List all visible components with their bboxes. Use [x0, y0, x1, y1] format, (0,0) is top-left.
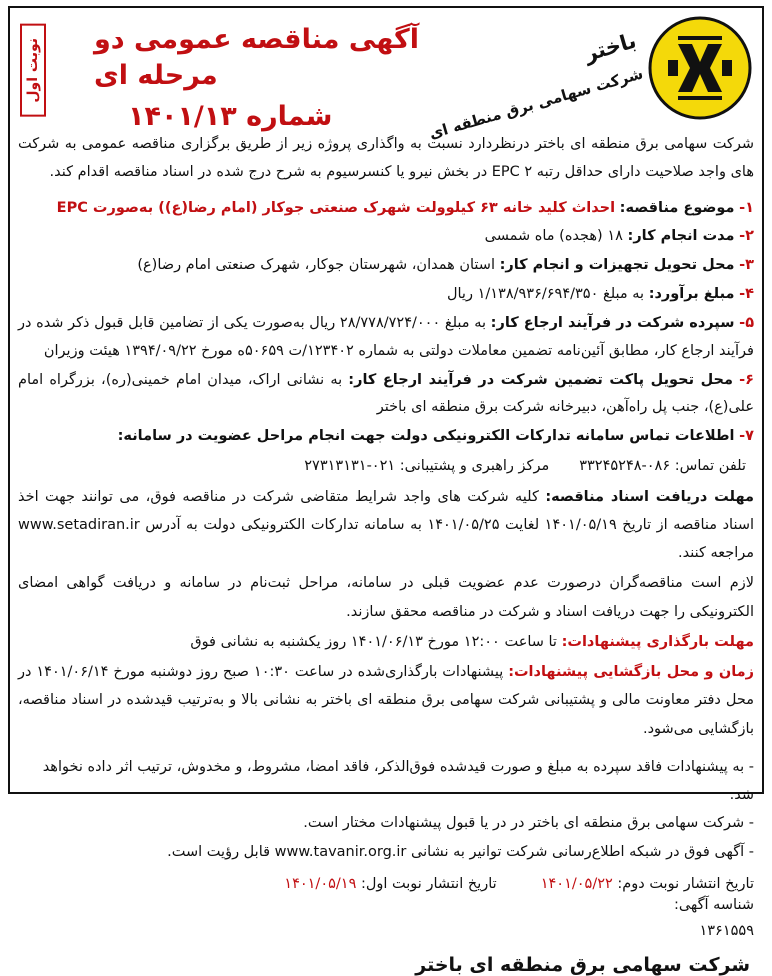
- brand-stack: [426, 20, 645, 143]
- item-value: به مبلغ ۱/۱۳۸/۹۳۶/۶۹۴/۳۵۰ ریال: [446, 286, 645, 303]
- item-label: سپرده شرکت در فرآیند ارجاع کار:: [490, 314, 735, 331]
- registration-note: لازم است مناقصه‌گران درصورت عدم عضویت قبلی در سامانه، مراحل ثبت‌نام در سامانه و دریافت گواهی امضای الکترونیکی را جهت دریافت اسناد و شرکت در مناقصه محقق سازند.: [18, 575, 754, 620]
- shenase-block: [18, 892, 754, 944]
- list-item: [18, 252, 754, 280]
- contact-phone: تلفن تماس: ۰۸۶-۳۳۲۴۵۲۴۸: [579, 457, 746, 474]
- list-item: [18, 281, 754, 309]
- item-label: مبلغ برآورد:: [648, 286, 735, 303]
- item-label: محل تحویل پاکت تضمین شرکت در فرآیند ارجاع کار:: [348, 371, 733, 388]
- list-item: [18, 367, 754, 423]
- publish-first-label: تاریخ انتشار نوبت اول:: [360, 875, 497, 892]
- contact-support: مرکز راهبری و پشتیبانی: ۰۲۱-۲۷۳۱۳۱۳۱: [304, 457, 550, 474]
- item-label: موضوع مناقصه:: [619, 199, 735, 216]
- tavanir-logo-icon: [648, 16, 752, 120]
- page-content: [18, 14, 755, 976]
- bid-deadline-text: تا ساعت ۱۲:۰۰ مورخ ۱۴۰۱/۰۶/۱۳ روز یکشنبه به نشانی فوق: [190, 633, 557, 650]
- note-item: - شرکت سهامی برق منطقه ای باختر در د‌ر‌ یا قبول پیشنهادات مختار است.: [303, 815, 754, 832]
- contact-info: [18, 453, 754, 481]
- list-item: [18, 423, 754, 451]
- bottom-brand: شرکت سهامی برق منطقه ای باختر: [415, 954, 750, 976]
- bid-upload-deadline: [18, 628, 754, 656]
- item-value: احداث کلید خانه ۶۳ کیلوولت شهرک صنعتی جوکار (امام رضا(ع)) به‌صورت EPC: [56, 199, 616, 216]
- note-item: - آگهی فوق در شبکه اطلاع‌رسانی شرکت توانیر به نشانی www.tavanir.org.ir قابل رؤیت است.: [167, 843, 754, 860]
- publish-first-value: ۱۴۰۱/۰۵/۱۹: [284, 875, 357, 892]
- status-badge: نوبت اول: [20, 24, 46, 117]
- item-number: ۵-: [739, 314, 755, 331]
- publish-second-label: تاریخ انتشار نوبت دوم:: [617, 875, 754, 892]
- page-title: آگهی مناقصه عمومی دو مرحله ای: [94, 24, 419, 92]
- page-title-number: شماره ۱۴۰۱/۱۳: [128, 100, 333, 132]
- item-label: محل تحویل تجهیزات و انجام کار:: [499, 257, 735, 274]
- item-value: به مبلغ ۲۸/۷۷۸/۷۲۴/۰۰۰ ریال به‌صورت یکی از تضامین قابل قبول ذکر شده در فرآیند ارجاع کار، مطابق آئین‌نامه تضمین معاملات دولتی به شماره ۱۲۳۴۰۲/ت ۵۰۶۵۹ه مورخ ۱۳۹۴/۰۹/۲۲ هیئت وزیران: [18, 314, 754, 359]
- bid-opening-text: پیشنهادات بارگذاری‌شده در ساعت ۱۰:۳۰ صبح روز دوشنبه مورخ ۱۴۰۱/۰۶/۱۴ در محل دفتر معاونت مالی و پشتیبانی شرکت سهامی برق منطقه ای باختر به نشانی بالا و به‌ترتیب قیدشده در اسناد مناقصه، بازگشایی می‌شود.: [18, 664, 754, 737]
- item-number: ۳-: [739, 257, 754, 274]
- notes-list: [18, 753, 754, 866]
- docs-deadline-paragraph: [18, 483, 754, 568]
- bid-opening-label: زمان و محل بازگشایی پیشنهادات:: [508, 664, 754, 681]
- shenase-value: ۱۳۶۱۵۵۹: [699, 923, 754, 940]
- publish-first: [284, 876, 496, 892]
- item-label: اطلاعات تماس سامانه تدارکات الکترونیکی دولت جهت انجام مراحل عضویت در سامانه:: [117, 428, 735, 445]
- title-block: [94, 22, 506, 132]
- items-list: [18, 195, 754, 451]
- item-value: ۱۸ (هجده) ماه شمسی: [484, 228, 623, 245]
- item-value: استان همدان، شهرستان جوکار، شهرک صنعتی امام رضا(ع): [137, 257, 495, 274]
- docs-deadline-label: مهلت دریافت اسناد مناقصه:: [545, 488, 755, 505]
- publish-dates-row: [18, 876, 754, 892]
- list-item: [18, 310, 754, 366]
- shenase-label: شناسه آگهی:: [673, 896, 754, 913]
- note-item: - به پیشنهادات فاقد سپرده به مبلغ و صورت قیدشده فوق‌الذکر، فاقد امضا، مشروط، و مخدوش، ترتیب اثر داده نخواهد شد.: [42, 758, 754, 804]
- intro-paragraph: شرکت سهامی برق منطقه ای باختر درنظردارد نسبت به واگذاری پروژه زیر از طریق برگزاری مناقصه عمومی به شرکت های واجد صلاحیت دارای حداقل رتبه ۲ EPC در بخش نیرو یا کنسرسیوم به شرح درج شده در اسناد مناقصه اقدام کند.: [18, 136, 754, 181]
- item-number: ۱-: [739, 199, 754, 216]
- item-number: ۷-: [739, 428, 754, 445]
- page-header: [18, 14, 754, 143]
- item-number: ۲-: [739, 228, 754, 245]
- docs-deadline-text: کلیه شرکت های واجد شرایط متقاضی شرکت در مناقصه فوق، می توانند جهت اخذ اسناد مناقصه از تاریخ ۱۴۰۱/۰۵/۱۹ لغایت ۱۴۰۱/۰۵/۲۵ به سامانه تدارکات الکترونیکی دولت به آدرس www.setadiran.ir مراجعه کنند.: [18, 488, 754, 562]
- item-label: مدت انجام کار:: [627, 228, 735, 245]
- item-number: ۶-: [739, 371, 754, 388]
- brand-line2: شرکت سهامی برق منطقه ای: [426, 64, 645, 143]
- brand-line1: باختر: [582, 28, 640, 67]
- list-item: [18, 195, 754, 223]
- item-value: به نشانی اراک، میدان امام خمینی(ره)، بزرگراه امام علی(ع)، جنب پل راه‌آهن، دبیرخانه شرکت برق منطقه ای باختر: [18, 371, 754, 416]
- bid-opening-info: [18, 658, 754, 743]
- list-item: [18, 223, 754, 251]
- item-number: ۴-: [739, 286, 754, 303]
- bid-deadline-label: مهلت بارگذاری پیشنهادات:: [561, 633, 754, 650]
- publish-second: [541, 876, 754, 892]
- publish-second-value: ۱۴۰۱/۰۵/۲۲: [540, 875, 613, 892]
